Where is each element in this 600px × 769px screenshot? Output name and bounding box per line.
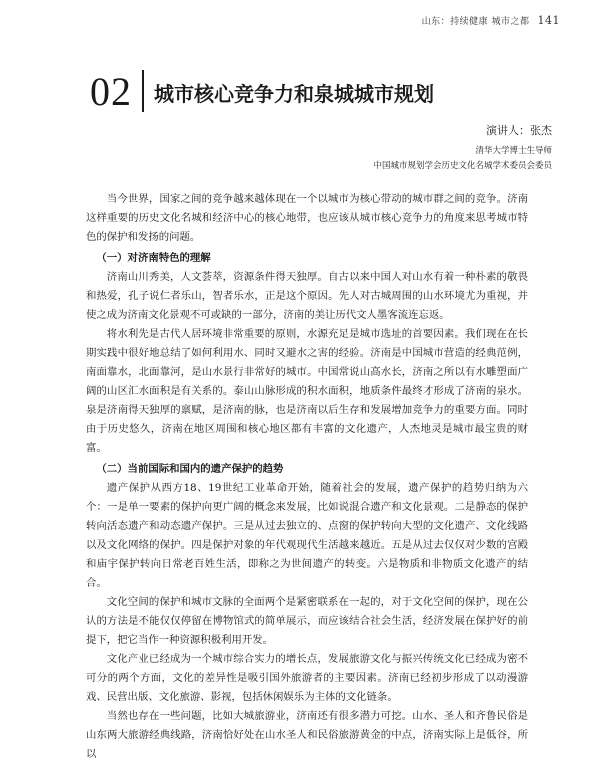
paragraph: 济南山川秀美，人文荟萃，资源条件得天独厚。自古以来中国人对山水有着一种朴素的敬畏和热爱，孔子说仁者乐山，智者乐水，正是这个原因。先人对古城周围的山水环境尤为重视，并使之成为济南文化景观不可或缺的一部分，济南的美让历代文人墨客流连忘返。 — [86, 271, 528, 321]
paragraph: 文化空间的保护和城市文脉的全面两个是紧密联系在一起的，对于文化空间的保护，现在公认的方法是不能仅仅停留在博物馆式的简单展示，而应该结合社会生活，经济发展在保护好的前提下，把它当作一种资源积极利用开发。 — [86, 596, 528, 646]
paragraph: 文化产业已经成为一个城市综合实力的增长点，发展旅游文化与振兴传统文化已经成为密不可分的两个方面，文化的差异性是吸引国外旅游者的主要因素。济南已经初步形成了以动漫游戏、民营出版、文化旅游、影视，包括休闲娱乐为主体的文化链条。 — [86, 653, 528, 703]
chapter-heading — [90, 70, 434, 112]
chapter-number: 02 — [90, 69, 132, 114]
chapter-divider — [142, 70, 144, 112]
speaker-affiliation-1: 清华大学博士生导师 — [475, 146, 552, 156]
paragraph: 当然也存在一些问题，比如大城旅游业，济南还有很多潜力可挖。山水、圣人和齐鲁民俗是山东两大旅游经典线路，济南恰好处在山水圣人和民俗旅游黄金的中点，济南实际上是低谷，所以 — [86, 710, 528, 760]
paragraph: 遗产保护从西方18、19世纪工业革命开始，随着社会的发展，遗产保护的趋势归纳为六个：一是单一要素的保护向更广阔的概念来发展，比如说混合遗产和文化景观。二是静态的保护转向活态遗产和动态遗产保护。三是从过去独立的、点窗的保护转向大型的文化遗产、文化线路以及文化网络的保护。四是保护对象的年代观现代生活越来越近。五是从过去仅仅对少数的宫殿和庙宇保护转向日常老百姓生活，即称之为世间遗产的转变。六是物质和非物质文化遗产的结合。 — [86, 482, 528, 589]
speaker-name: 演讲人：张杰 — [486, 124, 552, 137]
running-head — [422, 14, 560, 27]
section-heading-1: （一）对济南特色的理解 — [96, 252, 211, 264]
chapter-title: 城市核心竞争力和泉城城市规划 — [154, 82, 434, 106]
section-heading-2: （二）当前国际和国内的遗产保护的趋势 — [96, 463, 284, 475]
intro-paragraph: 当今世界，国家之间的竞争越来越体现在一个以城市为核心带动的城市群之间的竞争。济南这样重要的历史文化名城和经济中心的核心地带，也应该从城市核心竞争力的角度来思考城市特色的保护和发扬的问题。 — [86, 193, 528, 243]
journal-name: 山东：持续健康 城市之都 — [421, 17, 530, 27]
page-number: 141 — [537, 14, 560, 27]
article-body — [86, 190, 528, 764]
speaker-affiliation-2: 中国城市规划学会历史文化名城学术委员会委员 — [373, 161, 552, 171]
paragraph: 将水利先是古代人居环境非常重要的原则，水源充足是城市选址的首要因素。我们现在在长期实践中很好地总结了如何利用水、同时又避水之害的经验。济南是中国城市营造的经典范例，南面靠水，北面靠河，是山水景行非常好的城市。中国常说山高水长，济南之所以有水雕塑面广阔的山区汇水面积是有关系的。泰山山脉形成的积水面积，地质条件最终才形成了济南的泉水。泉是济南得天独厚的禀赋，是济南的脉，也是济南以后生存和发展增加竞争力的重要方面。同时由于历史悠久，济南在地区周围和核心地区都有丰富的文化遗产，人杰地灵是城市最宝贵的财富。 — [86, 328, 528, 454]
